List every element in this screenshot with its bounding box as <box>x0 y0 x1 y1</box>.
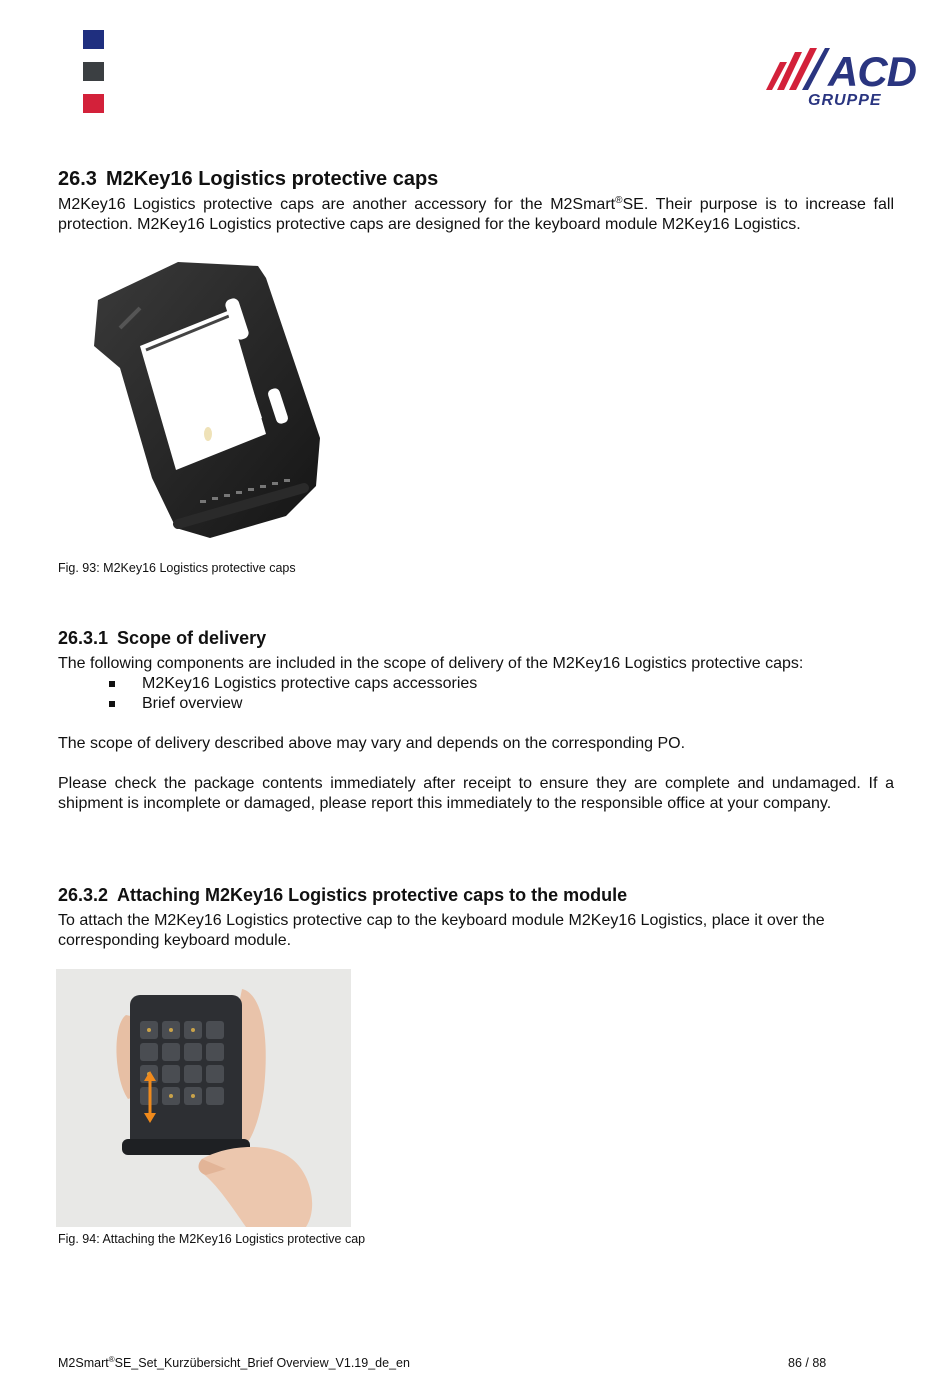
attach-number: 26.3.2 <box>58 885 109 905</box>
list-item <box>58 674 894 694</box>
list-item <box>58 694 894 714</box>
section-title: M2Key16 Logistics protective caps <box>105 168 439 190</box>
list-item-text: M2Key16 Logistics protective caps accessories <box>142 675 478 692</box>
attach-title: Attaching M2Key16 Logistics protective caps to the module <box>117 885 628 905</box>
scope-list <box>58 674 894 714</box>
bullet-square-icon <box>109 701 115 707</box>
section-intro <box>58 195 894 235</box>
attach-text: To attach the M2Key16 Logistics protective cap to the keyboard module M2Key16 Logistics, place it over the corresponding keyboard module. <box>58 912 825 949</box>
scope-title: Scope of delivery <box>117 628 267 648</box>
page-number: 86 / 88 <box>788 1356 827 1370</box>
figure-94-caption: Fig. 94: Attaching the M2Key16 Logistics protective cap <box>58 1232 366 1246</box>
scope-note: The scope of delivery described above may vary and depends on the corresponding PO. <box>58 735 686 752</box>
figure-93-caption: Fig. 93: M2Key16 Logistics protective caps <box>58 561 296 575</box>
footer-doc-b: SE_Set_Kurzübersicht_Brief Overview_V1.19_de_en <box>114 1356 410 1370</box>
logo-acd-text: ACD <box>828 48 916 95</box>
footer-registered-mark: ® <box>108 1355 115 1364</box>
logo-slashes-icon <box>766 48 830 98</box>
scope-intro: The following components are included in the scope of delivery of the M2Key16 Logistics protective caps: <box>58 655 804 672</box>
header-square-red <box>83 94 104 113</box>
footer-document-name <box>58 1355 410 1371</box>
footer-doc-a: M2Smart <box>58 1356 109 1370</box>
header-square-gray <box>83 62 104 81</box>
scope-heading <box>58 627 266 649</box>
attaching-cap-image <box>56 969 351 1227</box>
acd-gruppe-logo <box>766 48 921 112</box>
header-square-blue <box>83 30 104 49</box>
protective-cap-image <box>80 238 330 543</box>
intro-text-a: M2Key16 Logistics protective caps are another accessory for the M2Smart <box>58 196 616 213</box>
bullet-square-icon <box>109 681 115 687</box>
scope-check: Please check the package contents immediately after receipt to ensure they are complete and undamaged. If a shipment is incomplete or damaged, please report this immediately to the responsible office at your company. <box>58 775 894 812</box>
intro-text-b: SE. Their purpose is to increase fall protection. M2Key16 Logistics protective caps are designed for the keyboard module M2Key16 Logistics. <box>58 196 894 233</box>
attach-heading <box>58 884 627 906</box>
section-heading <box>58 167 438 191</box>
list-item-text: Brief overview <box>142 695 243 712</box>
registered-mark: ® <box>615 195 623 206</box>
scope-number: 26.3.1 <box>58 628 109 648</box>
logo-gruppe-text: GRUPPE <box>808 92 882 109</box>
section-number: 26.3 <box>58 168 97 190</box>
